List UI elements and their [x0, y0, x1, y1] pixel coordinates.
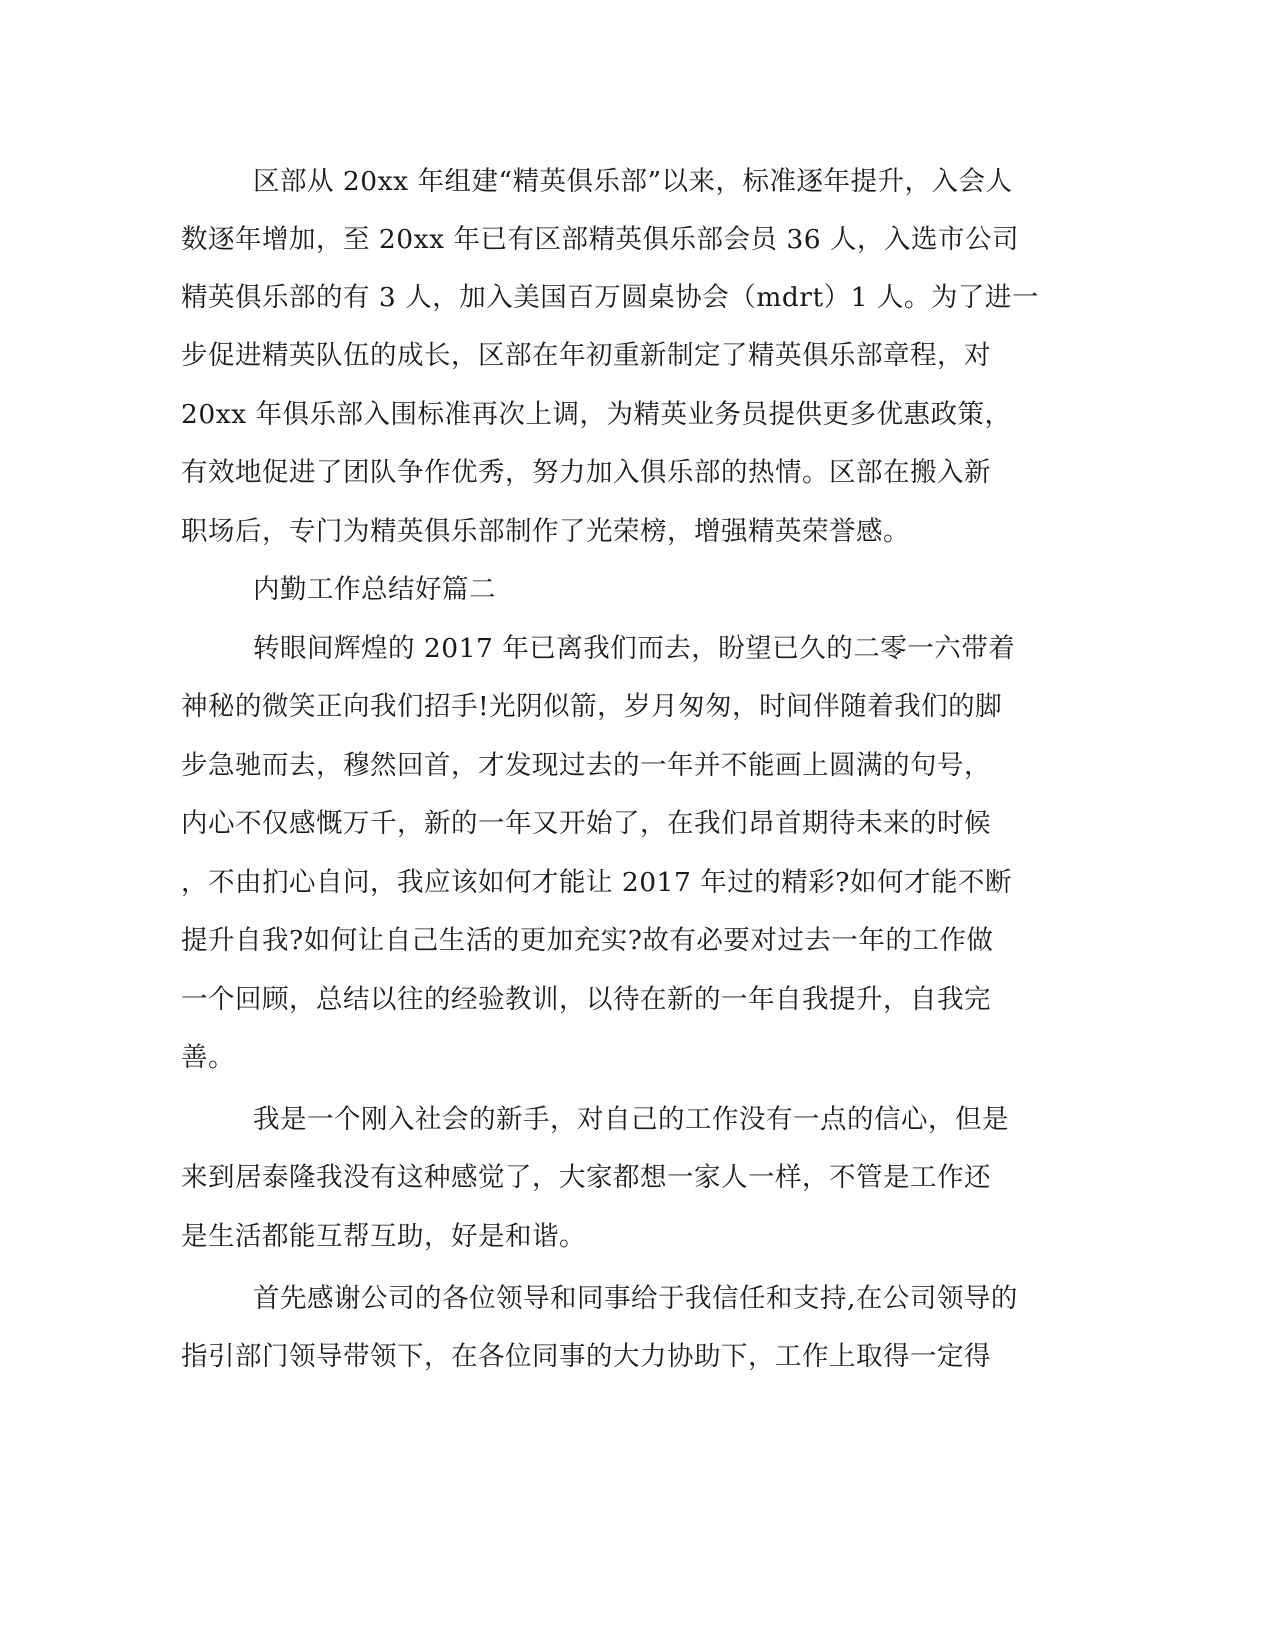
paragraph-line: 我是一个刚入社会的新手，对自己的工作没有一点的信心，但是: [253, 1104, 1009, 1135]
paragraph-line: 20xx 年俱乐部入围标准再次上调，为精英业务员提供更多优惠政策，: [181, 399, 1012, 430]
paragraph-line: 精英俱乐部的有 3 人，加入美国百万圆桌协会（mdrt）1 人。为了进一: [181, 282, 1039, 313]
paragraph-line: 数逐年增加，至 20xx 年已有区部精英俱乐部会员 36 人，入选市公司: [181, 224, 1020, 255]
paragraph-line: 步急驰而去，穆然回首，才发现过去的一年并不能画上圆满的句号，: [181, 750, 991, 781]
paragraph-line: ，不由扪心自问，我应该如何才能让 2017 年过的精彩?如何才能不断: [181, 867, 1012, 898]
paragraph-line: 提升自我?如何让自己生活的更加充实?故有必要对过去一年的工作做: [181, 925, 994, 956]
paragraph-line: 职场后，专门为精英俱乐部制作了光荣榜，增强精英荣誉感。: [181, 516, 910, 547]
paragraph-line: 步促进精英队伍的成长，区部在年初重新制定了精英俱乐部章程，对: [181, 340, 991, 371]
paragraph-line: 首先感谢公司的各位领导和同事给于我信任和支持,在公司领导的: [253, 1283, 1018, 1314]
paragraph-line: 区部从 20xx 年组建“精英俱乐部”以来，标准逐年提升，入会人: [253, 166, 1013, 197]
paragraph-line: 指引部门领导带领下，在各位同事的大力协助下，工作上取得一定得: [181, 1341, 991, 1372]
paragraph-line: 有效地促进了团队争作优秀，努力加入俱乐部的热情。区部在搬入新: [181, 457, 991, 488]
paragraph-line: 是生活都能互帮互助，好是和谐。: [181, 1221, 586, 1252]
paragraph-line: 神秘的微笑正向我们招手!光阴似箭，岁月匆匆，时间伴随着我们的脚: [181, 691, 1003, 722]
section-heading: 内勤工作总结好篇二: [253, 574, 496, 605]
paragraph-line: 转眼间辉煌的 2017 年已离我们而去，盼望已久的二零一六带着: [253, 633, 1016, 664]
paragraph-line: 善。: [181, 1042, 235, 1073]
paragraph-line: 内心不仅感慨万千，新的一年又开始了，在我们昂首期待未来的时候: [181, 808, 991, 839]
paragraph-line: 来到居泰隆我没有这种感觉了，大家都想一家人一样，不管是工作还: [181, 1162, 991, 1193]
paragraph-line: 一个回顾，总结以往的经验教训，以待在新的一年自我提升，自我完: [181, 984, 991, 1015]
